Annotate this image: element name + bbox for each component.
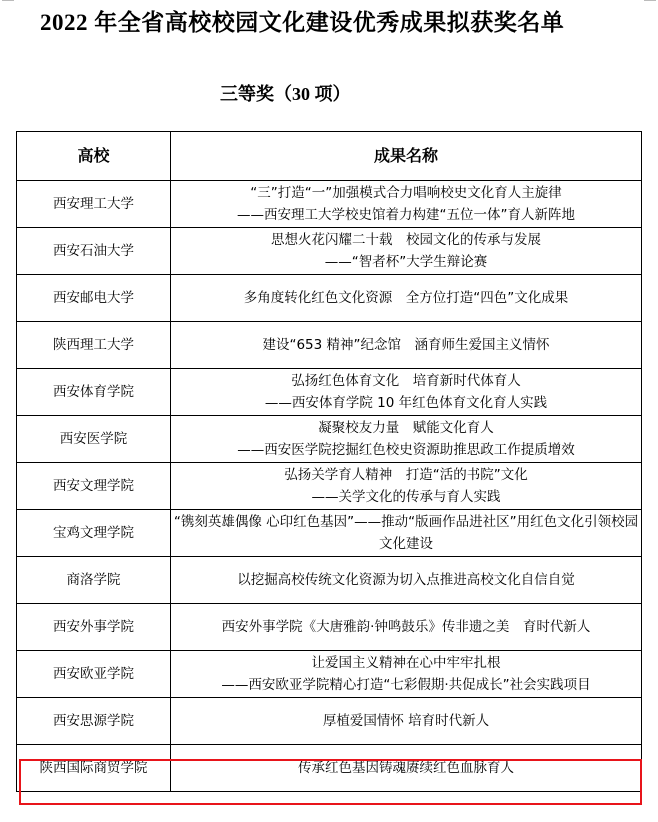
achievement-line: “三”打造“一”加强模式合力唱响校史文化育人主旋律 xyxy=(250,185,562,201)
table-row xyxy=(17,275,642,322)
page-corner-mark xyxy=(644,0,656,1)
achievement-cell xyxy=(171,651,642,698)
school-cell: 西安邮电大学 xyxy=(17,275,171,322)
table-row xyxy=(17,181,642,228)
achievement-line: ——西安医学院挖掘红色校史资源助推思政工作提质增效 xyxy=(237,442,575,458)
achievement-line: ——西安欧亚学院精心打造“七彩假期·共促成长”社会实践项目 xyxy=(221,677,591,693)
achievement-cell xyxy=(171,322,642,369)
achievement-line: 传承红色基因铸魂赓续红色血脉育人 xyxy=(298,760,514,776)
achievement-cell xyxy=(171,557,642,604)
achievement-cell xyxy=(171,416,642,463)
achievement-cell xyxy=(171,698,642,745)
achievement-cell xyxy=(171,181,642,228)
achievement-cell xyxy=(171,510,642,557)
table-row xyxy=(17,228,642,275)
table-row xyxy=(17,557,642,604)
school-cell: 西安文理学院 xyxy=(17,463,171,510)
table-row xyxy=(17,416,642,463)
achievement-line: “镌刻英雄偶像 心印红色基因”——推动“版画作品进社区”用红色文化引领校园文化建设 xyxy=(173,514,639,552)
achievement-line: 多角度转化红色文化资源 全方位打造“四色”文化成果 xyxy=(243,290,569,306)
school-cell: 西安思源学院 xyxy=(17,698,171,745)
achievement-line: ——关学文化的传承与育人实践 xyxy=(311,489,501,505)
achievement-cell xyxy=(171,369,642,416)
table-row xyxy=(17,651,642,698)
school-cell: 西安石油大学 xyxy=(17,228,171,275)
table-row xyxy=(17,745,642,792)
school-cell: 陕西国际商贸学院 xyxy=(17,745,171,792)
document-title: 2022 年全省高校校园文化建设优秀成果拟获奖名单 xyxy=(40,10,565,35)
table-row xyxy=(17,322,642,369)
achievement-line: 西安外事学院《大唐雅韵·钟鸣鼓乐》传非遗之美 育时代新人 xyxy=(221,619,591,635)
achievement-cell xyxy=(171,745,642,792)
table-row xyxy=(17,369,642,416)
page-corner-mark xyxy=(2,0,14,1)
achievement-line: 建设“653 精神”纪念馆 涵育师生爱国主义情怀 xyxy=(262,337,550,353)
achievement-line: ——西安体育学院 10 年红色体育文化育人实践 xyxy=(264,395,548,411)
achievement-line: 弘扬红色体育文化 培育新时代体育人 xyxy=(291,373,521,389)
achievement-line: 弘扬关学育人精神 打造“活的书院”文化 xyxy=(284,467,528,483)
award-level-heading: 三等奖（30 项） xyxy=(220,84,351,104)
achievement-cell xyxy=(171,604,642,651)
achievement-line: ——“智者杯”大学生辩论赛 xyxy=(324,254,488,270)
achievement-cell xyxy=(171,463,642,510)
achievement-line: 让爱国主义精神在心中牢牢扎根 xyxy=(311,655,501,671)
header-achievement: 成果名称 xyxy=(171,132,642,181)
school-cell: 西安医学院 xyxy=(17,416,171,463)
school-cell: 宝鸡文理学院 xyxy=(17,510,171,557)
school-cell: 商洛学院 xyxy=(17,557,171,604)
achievement-line: 厚植爱国情怀 培育时代新人 xyxy=(322,713,490,729)
achievement-cell xyxy=(171,228,642,275)
header-school: 高校 xyxy=(17,132,171,181)
achievement-line: 凝聚校友力量 赋能文化育人 xyxy=(318,420,494,436)
achievement-line: ——西安理工大学校史馆着力构建“五位一体”育人新阵地 xyxy=(237,207,575,223)
school-cell: 西安体育学院 xyxy=(17,369,171,416)
achievement-line: 以挖掘高校传统文化资源为切入点推进高校文化自信自觉 xyxy=(237,572,575,588)
award-table xyxy=(16,131,642,792)
achievement-line: 思想火花闪耀二十载 校园文化的传承与发展 xyxy=(271,232,541,248)
table-row xyxy=(17,698,642,745)
table-header-row xyxy=(17,132,642,181)
school-cell: 陕西理工大学 xyxy=(17,322,171,369)
table-row xyxy=(17,463,642,510)
achievement-cell xyxy=(171,275,642,322)
school-cell: 西安理工大学 xyxy=(17,181,171,228)
table-row xyxy=(17,604,642,651)
table-row xyxy=(17,510,642,557)
school-cell: 西安欧亚学院 xyxy=(17,651,171,698)
school-cell: 西安外事学院 xyxy=(17,604,171,651)
